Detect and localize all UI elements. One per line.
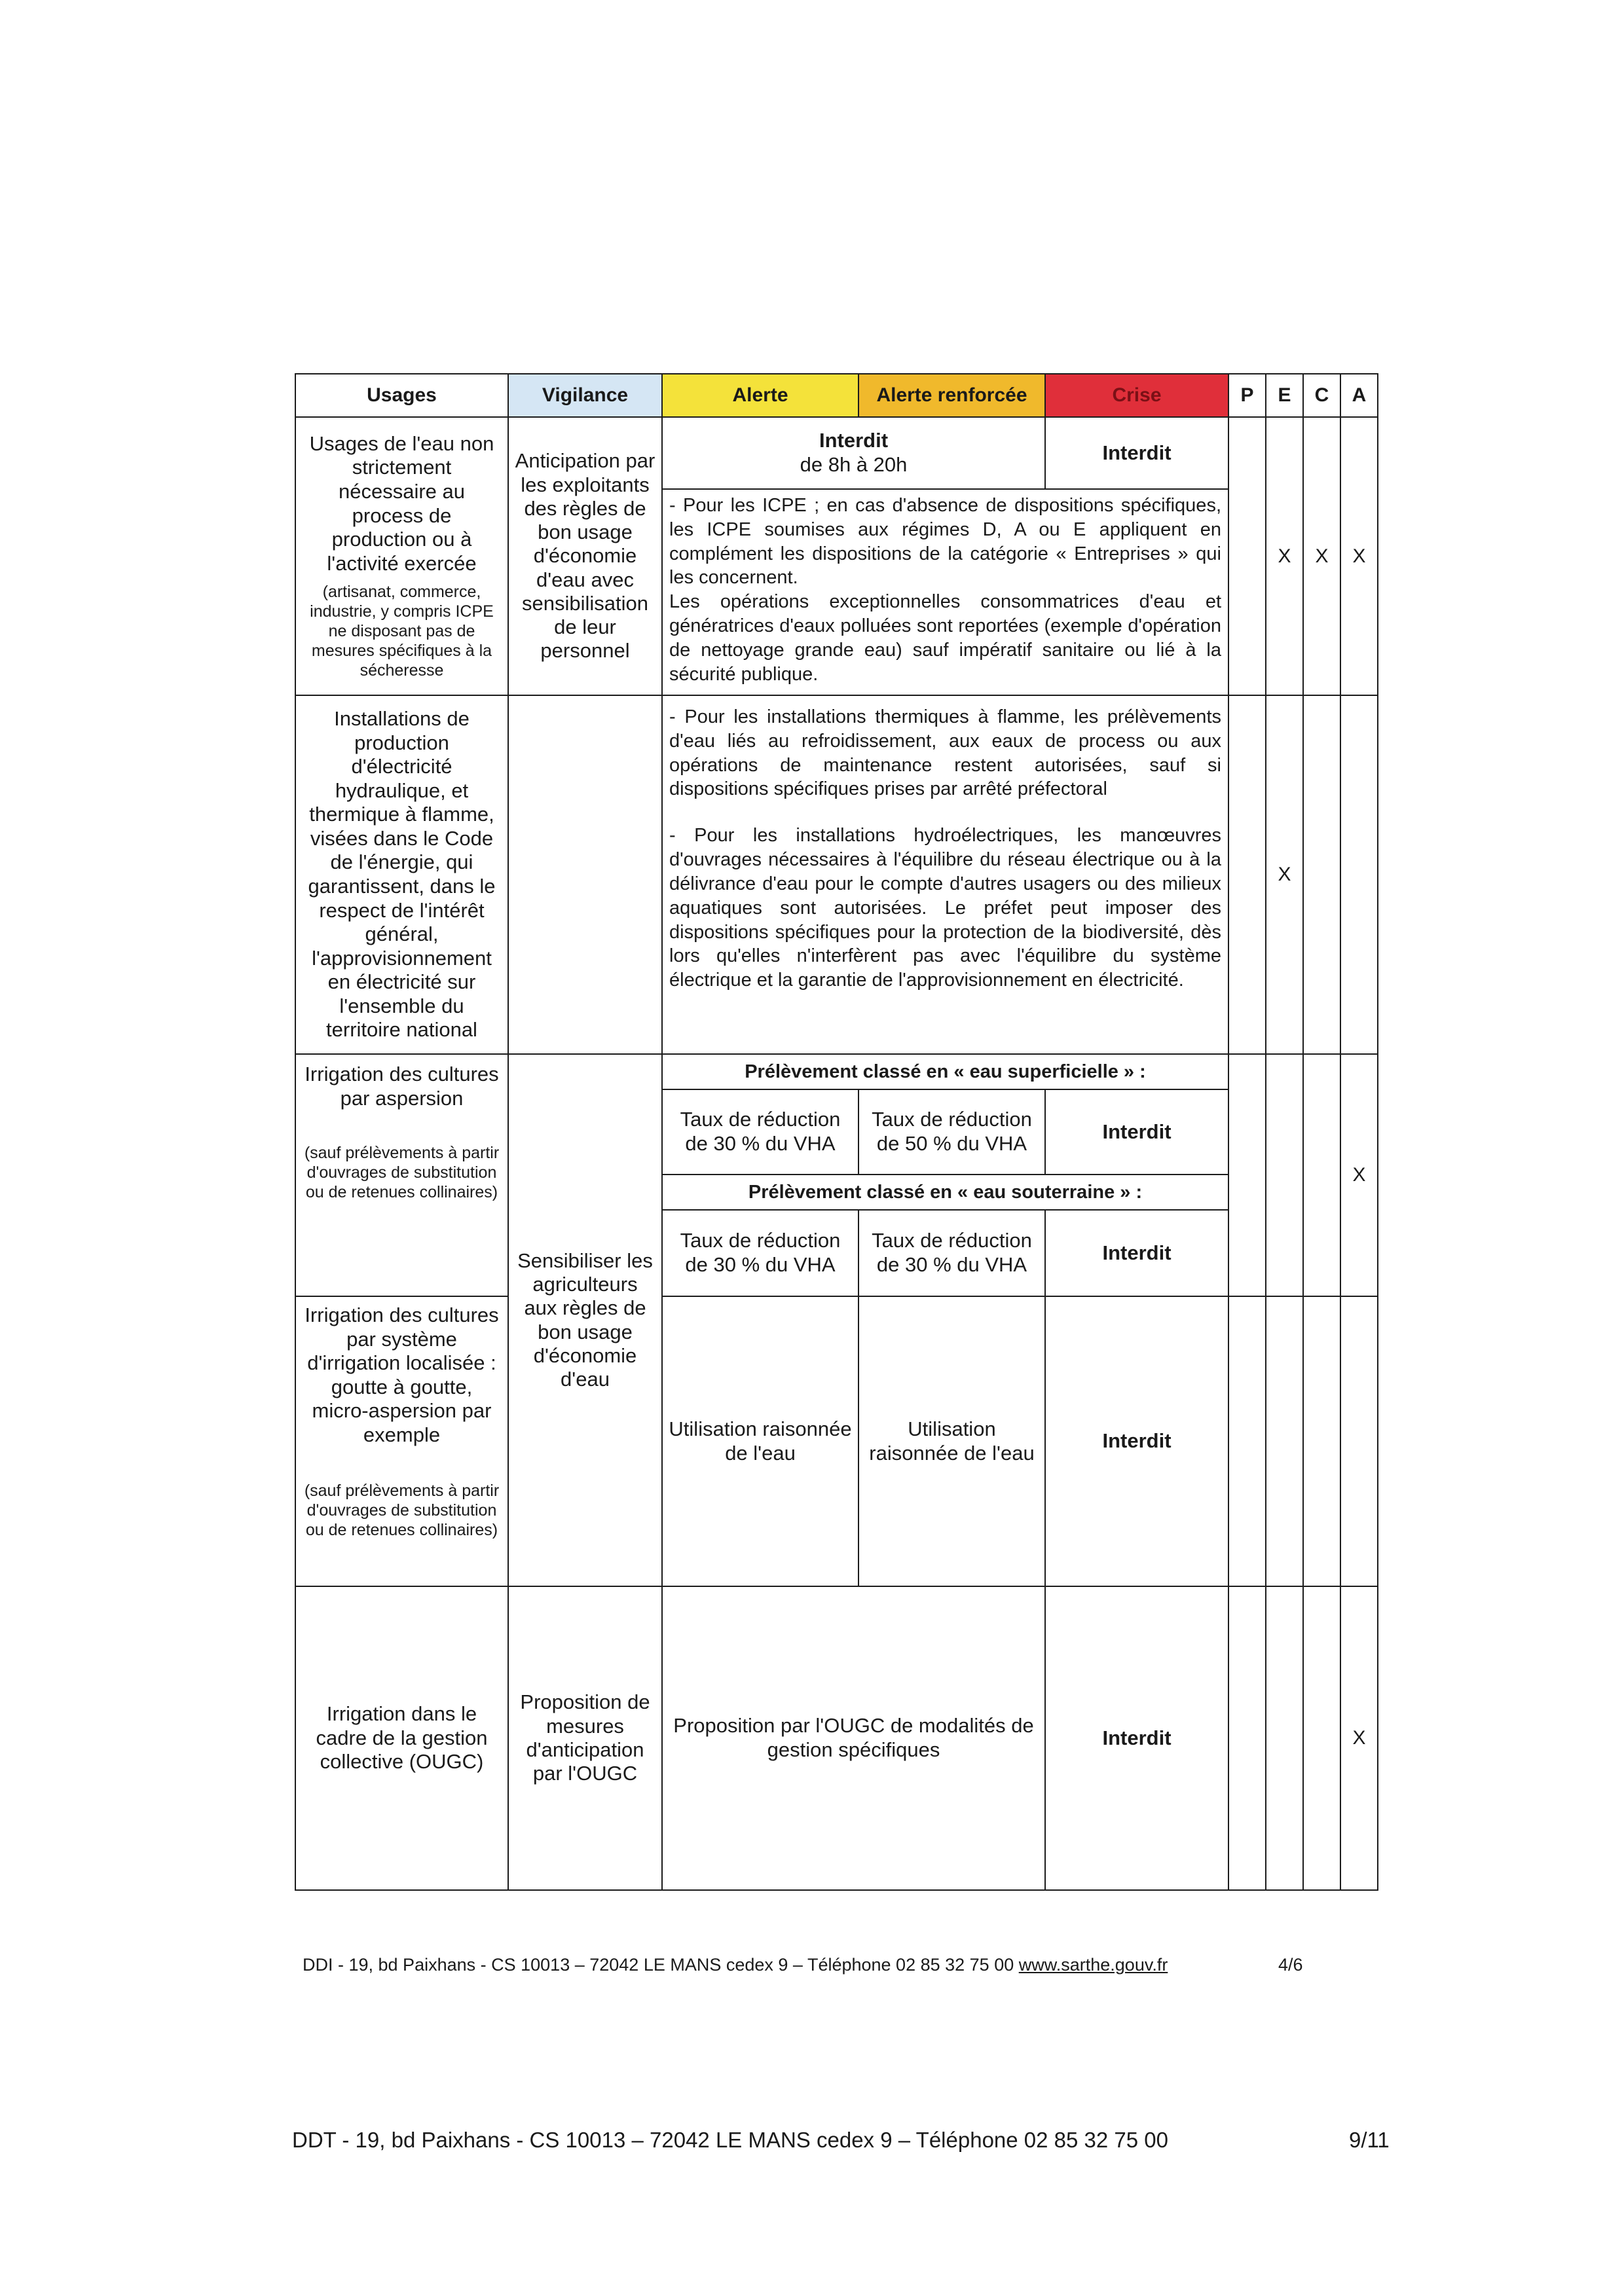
header-alerte-renforcee: Alerte renforcée: [858, 374, 1045, 417]
ougc-crise: Interdit: [1045, 1586, 1228, 1890]
sub-header-souterraine: Prélèvement classé en « eau souterraine » :: [662, 1175, 1228, 1210]
footer-ddi-text: DDI - 19, bd Paixhans - CS 10013 – 72042 LE MANS cedex 9 – Téléphone 02 85 32 75 00: [303, 1955, 1019, 1975]
mark-a: X: [1340, 1586, 1378, 1890]
footer-ddi: [303, 1955, 1168, 1975]
souterraine-alerte: Taux de réduction de 30 % du VHA: [662, 1210, 858, 1296]
header-col-a: A: [1340, 374, 1378, 417]
usage-cell: Installations de production d'électricité hydraulique, et thermique à flamme, visées dans le Code de l'énergie, qui garantissent, dans le respect de l'intérêt général, l'approvisionnement en électricité sur l'ensemble du territoire national: [295, 695, 508, 1054]
icpe-text-2: Les opérations exceptionnelles consommatrices d'eau et génératrices d'eaux polluées sont reportées (exemple d'opération de nettoyage grande eau) sauf impératif sanitaire ou lié à la sécurité publique.: [669, 591, 1221, 685]
energy-text-2: - Pour les installations hydroélectriques, les manœuvres d'ouvrages nécessaires à l'équilibre du réseau électrique ou à la délivrance d'eau pour le compte d'autres usagers ou des milieux aquatiques sont autorisées. Le préfet peut imposer des dispositions spécifiques pour la protection de la biodiversité, dès lors qu'elles n'interfèrent pas avec l'équilibre du système électrique et la garantie de l'approvisionnement en électricité.: [669, 825, 1221, 991]
mark-e: X: [1266, 417, 1303, 695]
table-row: [295, 1296, 1378, 1586]
usage-cell: [295, 1054, 508, 1296]
usage-label: Usages de l'eau non strictement nécessaire au process de production ou à l'activité exercée: [309, 431, 494, 575]
mark-e: [1266, 1054, 1303, 1296]
usage-cell: Irrigation dans le cadre de la gestion collective (OUGC): [295, 1586, 508, 1890]
usage-note: (sauf prélèvements à partir d'ouvrages de substitution ou de retenues collinaires): [304, 1482, 500, 1540]
energy-text-1: - Pour les installations thermiques à flamme, les prélèvements d'eau liés au refroidissement, aux eaux de process ou aux opérations de maintenance restent autorisées, sauf si dispositions spécifiques prises par arrêté préfectoral: [669, 706, 1221, 800]
mark-e: [1266, 1296, 1303, 1586]
mark-e: X: [1266, 695, 1303, 1054]
surface-alerte-renforcee: Taux de réduction de 50 % du VHA: [858, 1089, 1045, 1175]
mark-p: [1228, 1054, 1266, 1296]
header-crise: Crise: [1045, 374, 1228, 417]
footer-ddt: DDT - 19, bd Paixhans - CS 10013 – 72042 LE MANS cedex 9 – Téléphone 02 85 32 75 00: [292, 2128, 1168, 2152]
mark-a: X: [1340, 1054, 1378, 1296]
footer-website-link[interactable]: www.sarthe.gouv.fr: [1018, 1955, 1168, 1975]
table-row: [295, 1586, 1378, 1890]
vigilance-cell: [508, 695, 662, 1054]
ougc-alerte-cell: Proposition par l'OUGC de modalités de gestion spécifiques: [662, 1586, 1045, 1890]
surface-crise: Interdit: [1045, 1089, 1228, 1175]
mark-p: [1228, 695, 1266, 1054]
usage-label: Irrigation des cultures par système d'irrigation localisée : goutte à goutte, micro-aspersion par exemple: [304, 1303, 499, 1446]
header-col-e: E: [1266, 374, 1303, 417]
souterraine-alerte-renforcee: Taux de réduction de 30 % du VHA: [858, 1210, 1045, 1296]
table-row: [295, 695, 1378, 1054]
mark-c: [1303, 1586, 1340, 1890]
localisee-crise: Interdit: [1045, 1296, 1228, 1586]
page-number: 9/11: [1349, 2128, 1390, 2152]
mark-p: [1228, 1296, 1266, 1586]
alerte-ar-cell: [662, 417, 1045, 489]
icpe-text-1: - Pour les ICPE ; en cas d'absence de dispositions spécifiques, les ICPE soumises aux régimes D, A ou E appliquent en complément les dispositions de la catégorie « Entreprises » qui les concernent.: [669, 495, 1221, 589]
mark-c: [1303, 695, 1340, 1054]
page-number-inner: 4/6: [1278, 1955, 1303, 1975]
icpe-text-cell: [662, 489, 1228, 695]
header-col-c: C: [1303, 374, 1340, 417]
souterraine-crise: Interdit: [1045, 1210, 1228, 1296]
usage-note: (artisanat, commerce, industrie, y compris ICPE ne disposant pas de mesures spécifiques à la sécheresse: [310, 583, 494, 680]
usage-note: (sauf prélèvements à partir d'ouvrages de substitution ou de retenues collinaires): [304, 1144, 500, 1202]
mark-p: [1228, 1586, 1266, 1890]
localisee-alerte: Utilisation raisonnée de l'eau: [662, 1296, 858, 1586]
table-row: [295, 1054, 1378, 1089]
sub-header-surface: Prélèvement classé en « eau superficielle » :: [662, 1054, 1228, 1089]
mark-c: [1303, 1054, 1340, 1296]
mark-a: [1340, 1296, 1378, 1586]
header-alerte: Alerte: [662, 374, 858, 417]
header-row: [295, 374, 1378, 417]
header-usages: Usages: [295, 374, 508, 417]
header-col-p: P: [1228, 374, 1266, 417]
mark-e: [1266, 1586, 1303, 1890]
surface-alerte: Taux de réduction de 30 % du VHA: [662, 1089, 858, 1175]
localisee-alerte-renforcee: Utilisation raisonnée de l'eau: [858, 1296, 1045, 1586]
table-row: [295, 417, 1378, 489]
alerte-ar-line2: de 8h à 20h: [800, 453, 908, 476]
usage-cell: [295, 417, 508, 695]
vigilance-cell: Anticipation par les exploitants des règles de bon usage d'économie d'eau avec sensibilisation de leur personnel: [508, 417, 662, 695]
mark-a: [1340, 695, 1378, 1054]
vigilance-cell: Proposition de mesures d'anticipation par l'OUGC: [508, 1586, 662, 1890]
mark-c: X: [1303, 417, 1340, 695]
alerte-ar-line1: Interdit: [819, 429, 889, 452]
mark-a: X: [1340, 417, 1378, 695]
restrictions-table: [295, 373, 1378, 1891]
mark-p: [1228, 417, 1266, 695]
mark-c: [1303, 1296, 1340, 1586]
usage-label: Irrigation des cultures par aspersion: [304, 1063, 499, 1110]
header-vigilance: Vigilance: [508, 374, 662, 417]
usage-cell: [295, 1296, 508, 1586]
crise-cell: Interdit: [1045, 417, 1228, 489]
energy-text-cell: [662, 695, 1228, 1054]
vigilance-cell: Sensibiliser les agriculteurs aux règles de bon usage d'économie d'eau: [508, 1054, 662, 1586]
